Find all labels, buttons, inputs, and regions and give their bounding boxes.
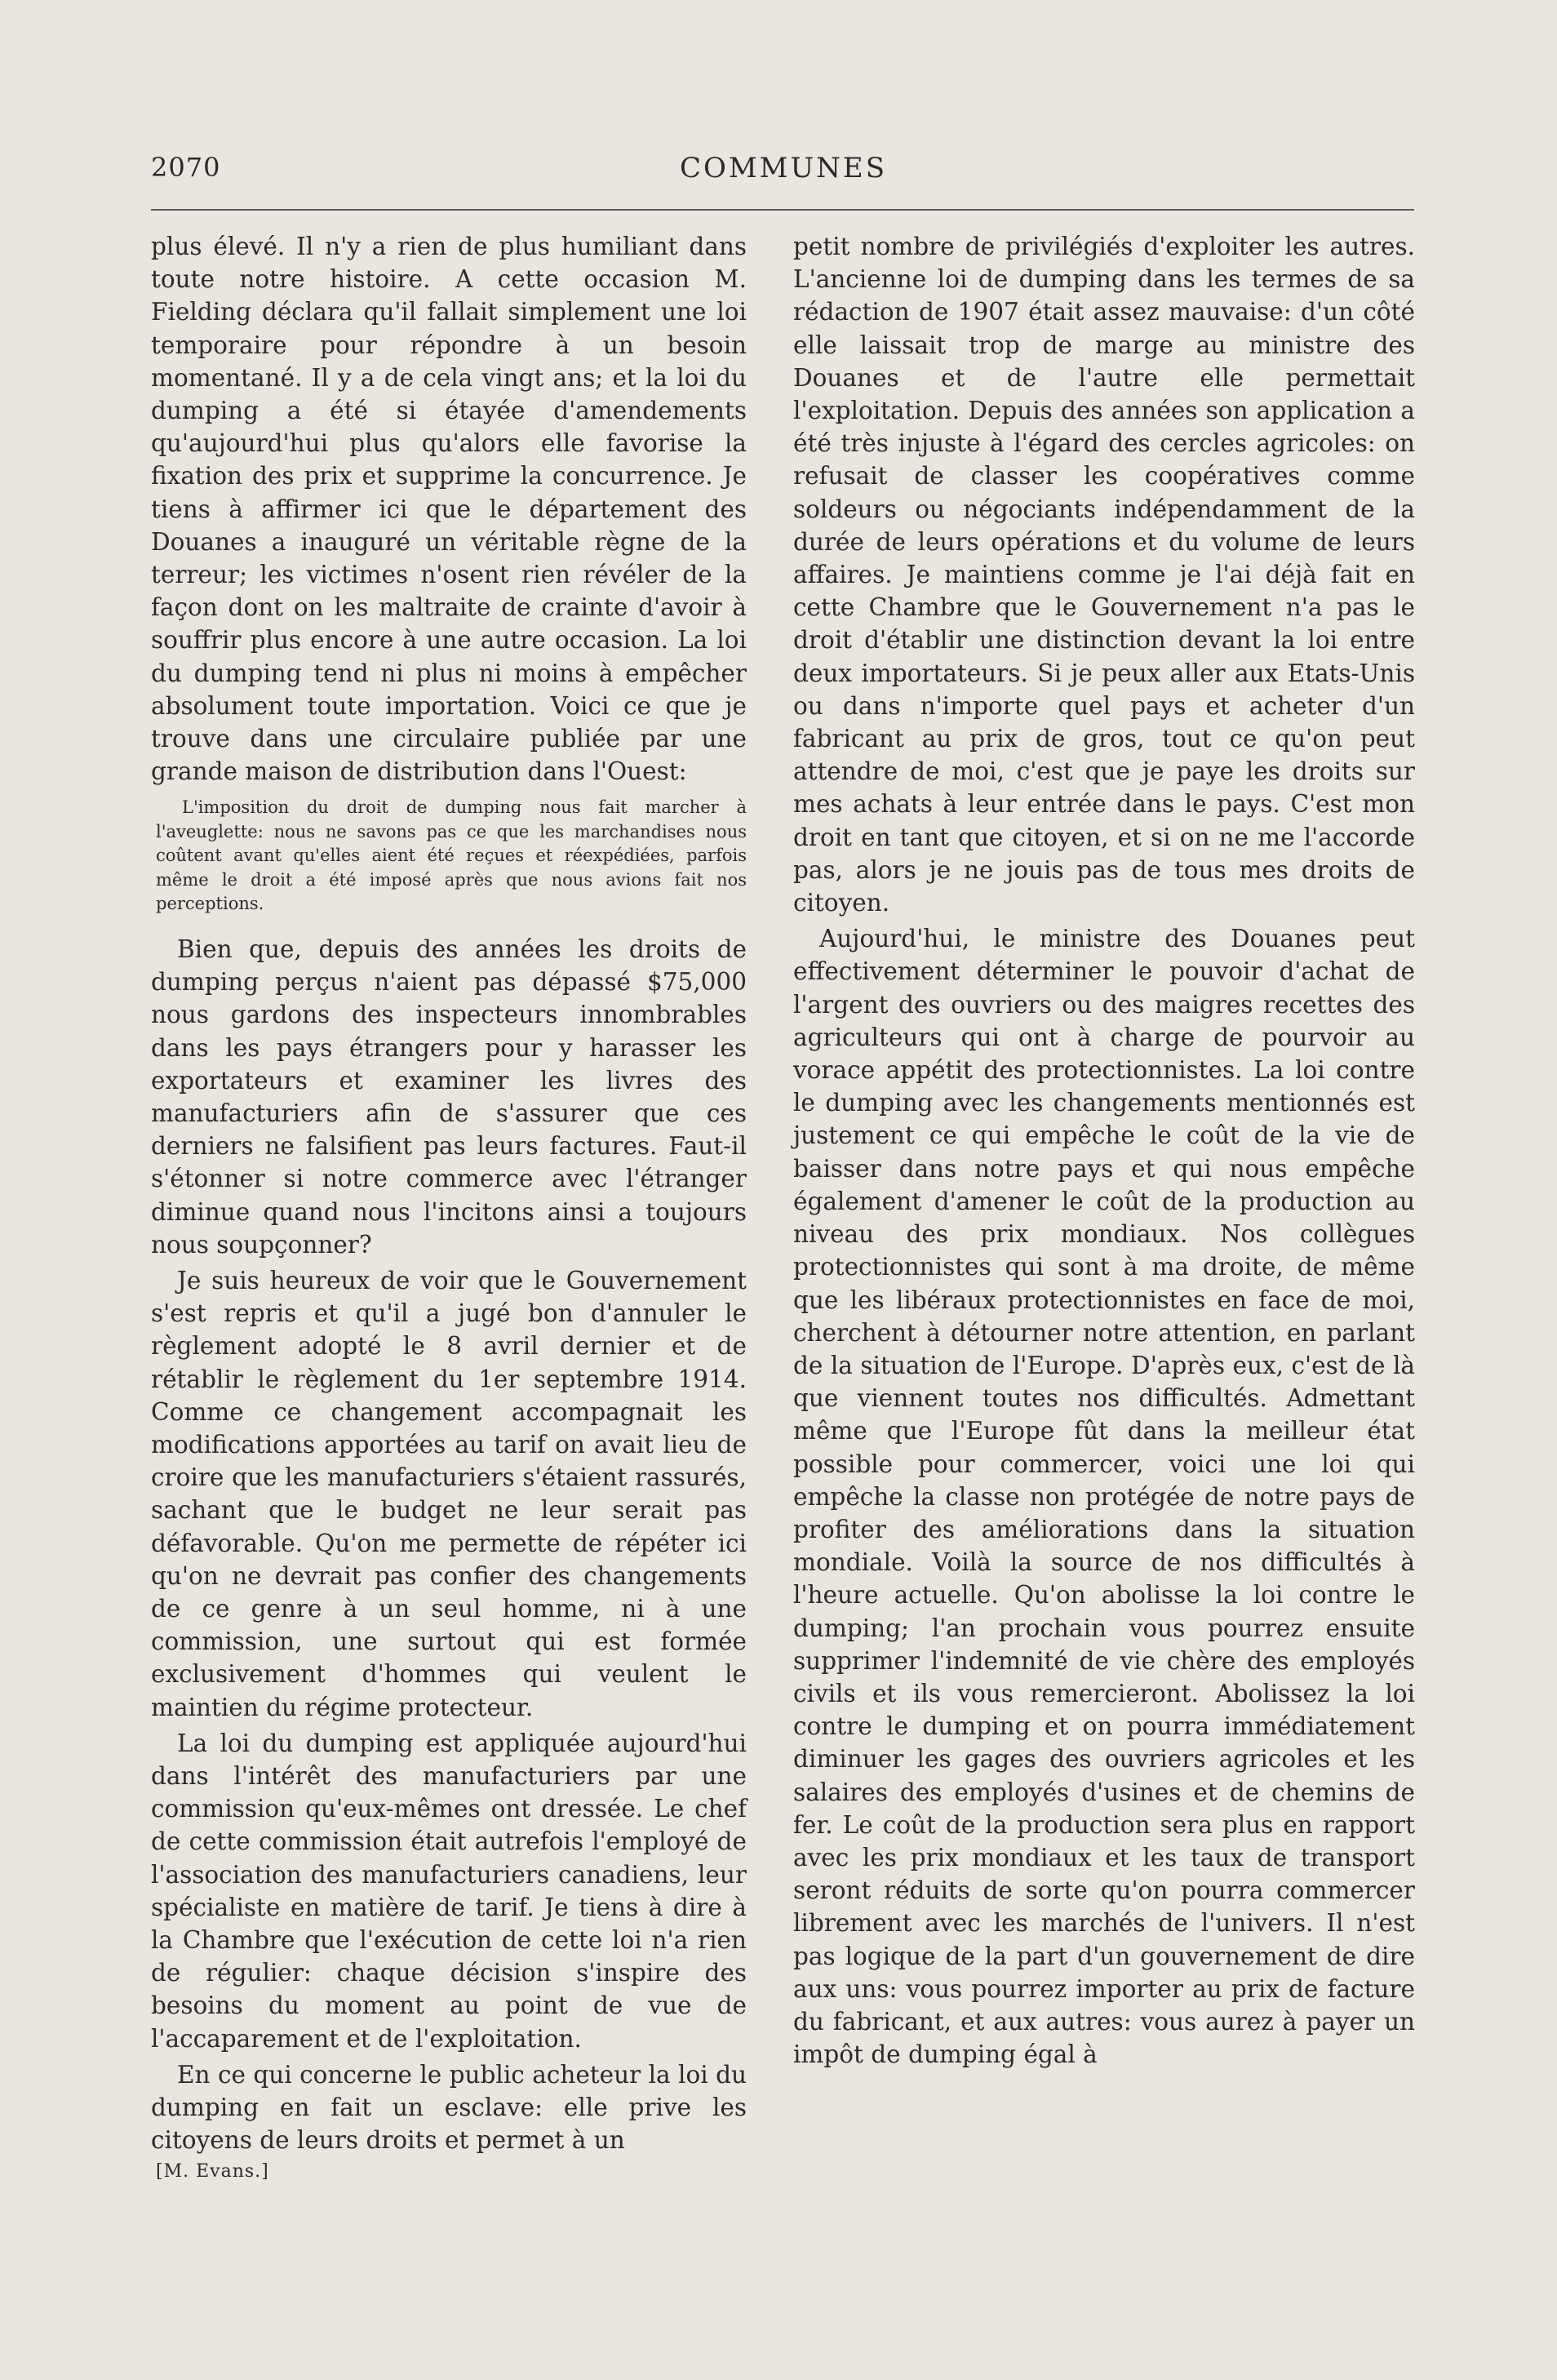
- paragraph: En ce qui concerne le public acheteur la loi du dumping en fait un esclave: elle prive les citoyens de leurs droits et permet à un: [151, 2060, 747, 2155]
- header-rule: [151, 209, 1414, 211]
- page-number: 2070: [151, 152, 221, 183]
- paragraph: petit nombre de privilégiés d'exploiter les autres. L'ancienne loi de dumping dans les termes de sa rédaction de 1907 était assez mauvaise: d'un côté elle laissait trop de marge au ministre des Douanes et de l'autre elle permettait l'exploitation. Depuis des années son application a été très injuste à l'égard des cercles agricoles: on refusait de classer les coopératives comme soldeurs ou négociants indépendamment de la durée de leurs opérations et du volume de leurs affaires. Je maintiens comme je l'ai déjà fait en cette Chambre que le Gouvernement n'a pas le droit d'établir une distinction devant la loi entre deux importateurs. Si je peux aller aux Etats-Unis ou dans n'importe quel pays et acheter d'un fabricant au prix de gros, tout ce qu'on peut attendre de moi, c'est que je paye les droits sur mes achats à leur entrée dans le pays. C'est mon droit en tant que citoyen, et si on ne me l'accorde pas, alors je ne jouis pas de tous mes droits de citoyen.: [793, 233, 1415, 917]
- paragraph: Bien que, depuis des années les droits de dumping perçus n'aient pas dépassé $75,000 nous gardons des inspecteurs innombrables dans les pays étrangers pour y harasser les exportateurs et examiner les livres des manufacturiers afin de s'assurer que ces derniers ne falsifient pas leurs factures. Faut-il s'étonner si notre commerce avec l'étranger diminue quand nous l'incitons ainsi a toujours nous soupçonner?: [151, 935, 747, 1259]
- right-column: [793, 230, 1415, 2071]
- speaker-attribution: [M. Evans.]: [156, 2161, 269, 2182]
- block-quote: L'imposition du droit de dumping nous fait marcher à l'aveuglette: nous ne savons pas ce que les marchandises nous coûtent avant qu'elles aient été reçues et réexpédiées, parfois même le droit a été imposé après que nous avions fait nos perceptions.: [156, 797, 747, 914]
- page-header: [151, 152, 1416, 188]
- paragraph: Aujourd'hui, le ministre des Douanes peut effectivement déterminer le pouvoir d'achat de l'argent des ouvriers ou des maigres recettes des agriculteurs qui ont à charge de pourvoir au vorace appétit des protectionnistes. La loi contre le dumping avec les changements mentionnés est justement ce qui empêche le coût de la vie de baisser dans notre pays et qui nous empêche également d'amener le coût de la production au niveau des prix mondiaux. Nos collègues protectionnistes qui sont à ma droite, de même que les libéraux protectionnistes en face de moi, cherchent à détourner notre attention, en parlant de la situation de l'Europe. D'après eux, c'est de là que viennent toutes nos difficultés. Admettant même que l'Europe fût dans la meilleur état possible pour commercer, voici une loi qui empêche la classe non protégée de notre pays de profiter des améliorations dans la situation mondiale. Voilà la source de nos difficultés à l'heure actuelle. Qu'on abolisse la loi contre le dumping; l'an prochain vous pourrez ensuite supprimer l'indemnité de vie chère des employés civils et ils vous remercieront. Abolissez la loi contre le dumping et on pourra immédiatement diminuer les gages des ouvriers agricoles et les salaires des employés d'usines et de chemins de fer. Le coût de la production sera plus en rapport avec les prix mondiaux et les taux de transport seront réduits de sorte qu'on pourra commercer librement avec les marchés de l'univers. Il n'est pas logique de la part d'un gouvernement de dire aux uns: vous pourrez importer au prix de facture du fabricant, et aux autres: vous aurez à payer un impôt de dumping égal à: [793, 925, 1415, 2069]
- left-column: [151, 230, 747, 2182]
- paragraph: plus élevé. Il n'y a rien de plus humiliant dans toute notre histoire. A cette occasion M. Fielding déclara qu'il fallait simplement une loi temporaire pour répondre à un besoin momentané. Il y a de cela vingt ans; et la loi du dumping a été si étayée d'amendements qu'aujourd'hui plus qu'alors elle favorise la fixation des prix et supprime la concurrence. Je tiens à affirmer ici que le département des Douanes a inauguré un véritable règne de la terreur; les victimes n'osent rien révéler de la façon dont on les maltraite de crainte d'avoir à souffrir plus encore à une autre occasion. La loi du dumping tend ni plus ni moins à empêcher absolument toute importation. Voici ce que je trouve dans une circulaire publiée par une grande maison de distribution dans l'Ouest:: [151, 233, 747, 786]
- paragraph: Je suis heureux de voir que le Gouvernement s'est repris et qu'il a jugé bon d'annuler le règlement adopté le 8 avril dernier et de rétablir le règlement du 1er septembre 1914. Comme ce changement accompagnait les modifications apportées au tarif on avait lieu de croire que les manufacturiers s'étaient rassurés, sachant que le budget ne leur serait pas défavorable. Qu'on me permette de répéter ici qu'on ne devrait pas confier des changements de ce genre à un seul homme, ni à une commission, une surtout qui est formée exclusivement d'hommes qui veulent le maintien du régime protecteur.: [151, 1266, 747, 1721]
- running-title: COMMUNES: [679, 152, 888, 184]
- paragraph: La loi du dumping est appliquée aujourd'hui dans l'intérêt des manufacturiers par une commission qu'eux-mêmes ont dressée. Le chef de cette commission était autrefois l'employé de l'association des manufacturiers canadiens, leur spécialiste en matière de tarif. Je tiens à dire à la Chambre que l'exécution de cette loi n'a rien de régulier: chaque décision s'inspire des besoins du moment au point de vue de l'accaparement et de l'exploitation.: [151, 1729, 747, 2053]
